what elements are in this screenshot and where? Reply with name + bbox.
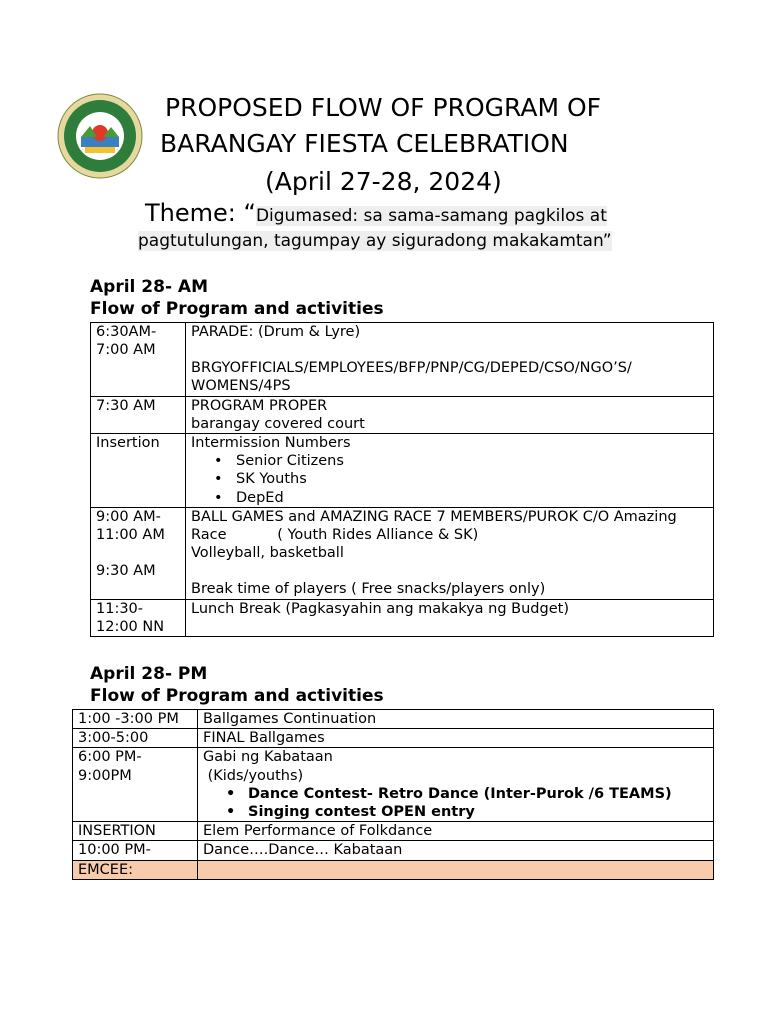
time-cell: 10:00 PM- xyxy=(73,841,198,860)
pm-section-heading: April 28- PM xyxy=(90,664,208,684)
time-text: 6:30AM- xyxy=(96,324,157,340)
time-text: 7:30 AM xyxy=(96,397,156,414)
time-text: 11:30- xyxy=(96,600,144,617)
time-cell xyxy=(91,599,186,636)
activity-cell xyxy=(186,507,714,599)
activity-cell: Elem Performance of Folkdance xyxy=(198,822,714,841)
activity-cell: Ballgames Continuation xyxy=(198,710,714,729)
time-cell xyxy=(73,748,198,822)
table-row xyxy=(73,710,714,729)
document-title-line1: PROPOSED FLOW OF PROGRAM OF xyxy=(165,93,602,122)
activity-text: Gabi ng Kabataan xyxy=(203,749,333,766)
table-row xyxy=(91,507,714,599)
activity-cell: Dance….Dance… Kabataan xyxy=(198,841,714,860)
time-cell xyxy=(91,323,186,397)
time-text: Insertion xyxy=(96,435,160,452)
am-program-table xyxy=(90,322,714,637)
activity-cell: FINAL Ballgames xyxy=(198,729,714,748)
theme-label: Theme: “ xyxy=(145,199,256,227)
pm-section-subheading: Flow of Program and activities xyxy=(90,686,384,706)
time-text: 9:30 AM xyxy=(96,563,156,580)
list-item: • Singing contest OPEN entry xyxy=(248,803,708,821)
list-item: • Dance Contest- Retro Dance (Inter-Purok /6 TEAMS) xyxy=(248,785,708,803)
intermission-list xyxy=(191,452,708,507)
pm-program-table xyxy=(72,709,714,880)
time-cell: 3:00-5:00 xyxy=(73,729,198,748)
activity-text: Break time of players ( Free snacks/players only) xyxy=(191,581,546,598)
activity-text: (Kids/youths) xyxy=(203,767,304,784)
table-row xyxy=(91,396,714,433)
activity-cell xyxy=(198,748,714,822)
blank-line xyxy=(191,562,708,580)
table-row xyxy=(91,323,714,397)
table-row xyxy=(91,434,714,508)
theme-text-line2: pagtutulungan, tagumpay ay siguradong makakamtan” xyxy=(138,231,612,251)
time-text: 7:00 AM xyxy=(96,342,156,359)
list-item: • DepEd xyxy=(236,489,708,507)
emcee-row xyxy=(73,860,714,879)
time-text: 11:00 AM xyxy=(96,527,165,544)
activity-text: WOMENS/4PS xyxy=(191,378,291,395)
activity-text: Race ( Youth Rides Alliance & SK) xyxy=(191,527,479,544)
activity-text: PROGRAM PROPER xyxy=(191,397,328,414)
activity-text: Volleyball, basketball xyxy=(191,545,344,562)
theme-heading xyxy=(145,199,607,227)
document-title-line2: BARANGAY FIESTA CELEBRATION xyxy=(160,129,569,158)
activity-text: BRGYOFFICIALS/EMPLOYEES/BFP/PNP/CG/DEPED/CSO/NGO’S/ xyxy=(191,360,632,377)
time-cell xyxy=(91,434,186,508)
activity-text: Intermission Numbers xyxy=(191,435,351,452)
table-row xyxy=(91,599,714,636)
time-text: 6:00 PM- xyxy=(78,749,142,766)
activity-text: Lunch Break (Pagkasyahin ang makakya ng Budget) xyxy=(191,600,569,617)
table-row xyxy=(73,729,714,748)
activity-cell xyxy=(186,396,714,433)
time-cell: INSERTION xyxy=(73,822,198,841)
emcee-value xyxy=(198,860,714,879)
activity-cell xyxy=(186,599,714,636)
activity-text: BALL GAMES and AMAZING RACE 7 MEMBERS/PUROK C/O Amazing xyxy=(191,508,677,525)
barangay-seal-logo xyxy=(57,93,143,179)
activity-text: barangay covered court xyxy=(191,415,365,432)
emcee-label: EMCEE: xyxy=(73,860,198,879)
document-date: (April 27-28, 2024) xyxy=(265,167,502,196)
time-text: 9:00 AM- xyxy=(96,508,161,525)
time-text: 12:00 NN xyxy=(96,618,165,635)
time-cell xyxy=(91,396,186,433)
activity-text: PARADE: (Drum & Lyre) xyxy=(191,324,361,340)
list-item: • Senior Citizens xyxy=(236,452,708,470)
table-row xyxy=(73,748,714,822)
time-text: 9:00PM xyxy=(78,767,132,784)
table-row xyxy=(73,841,714,860)
blank-line xyxy=(191,341,708,359)
activity-cell xyxy=(186,323,714,397)
list-item: • SK Youths xyxy=(236,470,708,488)
time-cell xyxy=(91,507,186,599)
activity-cell xyxy=(186,434,714,508)
theme-text-line1: Digumased: sa sama-samang pagkilos at xyxy=(255,206,607,226)
am-section-heading: April 28- AM xyxy=(90,277,208,297)
blank-line xyxy=(96,544,180,562)
time-cell: 1:00 -3:00 PM xyxy=(73,710,198,729)
am-section-subheading: Flow of Program and activities xyxy=(90,299,384,319)
table-row xyxy=(73,822,714,841)
contest-list xyxy=(203,785,708,821)
